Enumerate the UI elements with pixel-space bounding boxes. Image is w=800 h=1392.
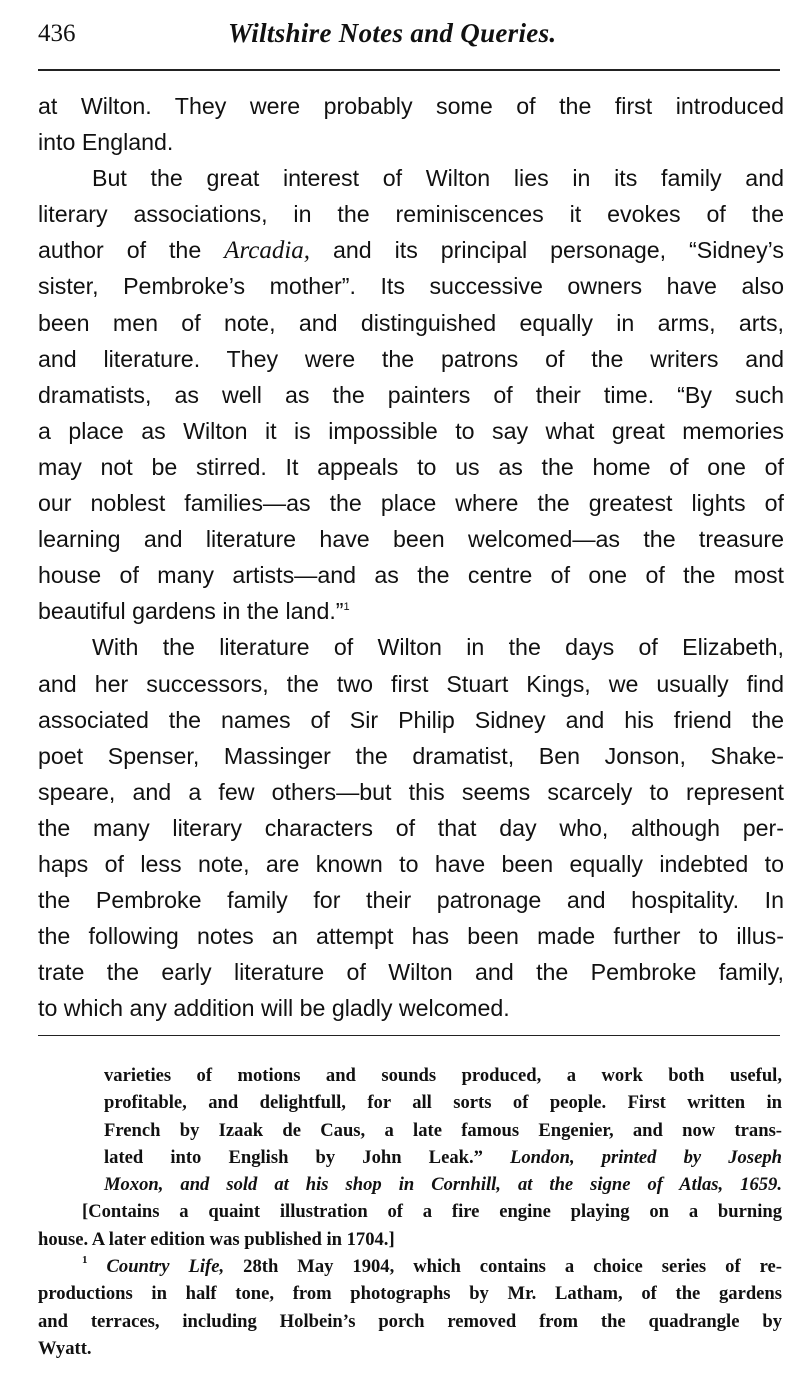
- text-line: house of many artists—and as the centre of one of the most: [38, 562, 784, 589]
- text-line: into England.: [38, 129, 174, 156]
- text-line: [38, 593, 784, 629]
- text-line: dramatists, as well as the painters of their time. “By such: [38, 381, 784, 408]
- imprint-italic: Moxon, and sold at his shop in Cornhill, at the signe of Atlas, 1659.: [104, 1174, 782, 1196]
- text-line: the following notes an attempt has been made further to illus-: [38, 923, 784, 950]
- text-line: the Pembroke family for their patronage and hospitality. In: [38, 887, 784, 914]
- text-line: But the great interest of Wilton lies in its family and: [92, 165, 784, 192]
- text-line: a place as Wilton it is impossible to say what great memories: [38, 417, 784, 444]
- footnote-line: [38, 1171, 782, 1198]
- text-line: learning and literature have been welcomed—as the treasure: [38, 526, 784, 553]
- page-header: [38, 18, 780, 58]
- header-rule: [38, 69, 780, 71]
- main-text: [38, 88, 784, 1026]
- text-line: With the literature of Wilton in the days of Elizabeth,: [92, 634, 784, 661]
- text-segment: lated into English by John Leak.”: [104, 1146, 511, 1168]
- footnote-line: French by Izaak de Caus, a late famous Engenier, and now trans-: [104, 1119, 782, 1141]
- text-line: and her successors, the two first Stuart Kings, we usually find: [38, 670, 784, 697]
- footnote-line: Wyatt.: [38, 1337, 92, 1359]
- text-line: at Wilton. They were probably some of the first introduced: [38, 93, 784, 119]
- footnotes: [38, 1062, 782, 1362]
- footnote-line: [38, 1144, 782, 1171]
- text-segment: beautiful gardens in the land.”: [38, 598, 344, 625]
- text-line: speare, and a few others—but this seems scarcely to represent: [38, 778, 784, 805]
- text-line: may not be stirred. It appeals to us as the home of one of: [38, 453, 784, 480]
- footnote-rule: [38, 1035, 780, 1036]
- text-line: sister, Pembroke’s mother”. Its successive owners have also: [38, 273, 784, 300]
- text-line: literary associations, in the reminiscences it evokes of the: [38, 201, 784, 228]
- book-title-arcadia: Arcadia,: [224, 237, 311, 265]
- text-line: trate the early literature of Wilton and the Pembroke family,: [38, 959, 784, 986]
- text-line: the many literary characters of that day who, although per-: [38, 814, 784, 841]
- footnote-ref: 1: [343, 601, 350, 614]
- running-title: Wiltshire Notes and Queries.: [228, 18, 557, 48]
- text-line: our noblest families—as the place where the greatest lights of: [38, 490, 784, 517]
- footnote-line: house. A later edition was published in 1704.]: [38, 1228, 395, 1250]
- footnote-line: and terraces, including Holbein’s porch removed from the quadrangle by: [38, 1310, 782, 1332]
- text-line: associated the names of Sir Philip Sidney and his friend the: [38, 706, 784, 733]
- text-line: to which any addition will be gladly welcomed.: [38, 995, 510, 1022]
- text-segment: author of the: [38, 237, 225, 264]
- text-segment: 28th May 1904, which contains a choice series of re-: [224, 1256, 782, 1278]
- text-line: haps of less note, are known to have been equally indebted to: [38, 850, 784, 877]
- footnote-line: [38, 1253, 782, 1280]
- text-line: [38, 232, 784, 268]
- footnote-line: productions in half tone, from photographs by Mr. Latham, of the gardens: [38, 1283, 782, 1305]
- footnote-line: varieties of motions and sounds produced, a work both useful,: [104, 1065, 782, 1086]
- footnote-line: profitable, and delightfull, for all sorts of people. First written in: [104, 1092, 782, 1114]
- page-number: 436: [38, 20, 76, 47]
- imprint-italic: London, printed by Joseph: [510, 1146, 782, 1168]
- text-line: poet Spenser, Massinger the dramatist, Ben Jonson, Shake-: [38, 742, 784, 769]
- footnote-line: [Contains a quaint illustration of a fire engine playing on a burning: [82, 1201, 782, 1223]
- periodical-title: Country Life,: [87, 1256, 225, 1278]
- text-line: been men of note, and distinguished equally in arms, arts,: [38, 309, 784, 336]
- footnote-marker: 1: [82, 1254, 88, 1267]
- text-segment: and its principal personage, “Sidney’s: [310, 237, 784, 264]
- text-line: and literature. They were the patrons of the writers and: [38, 345, 784, 372]
